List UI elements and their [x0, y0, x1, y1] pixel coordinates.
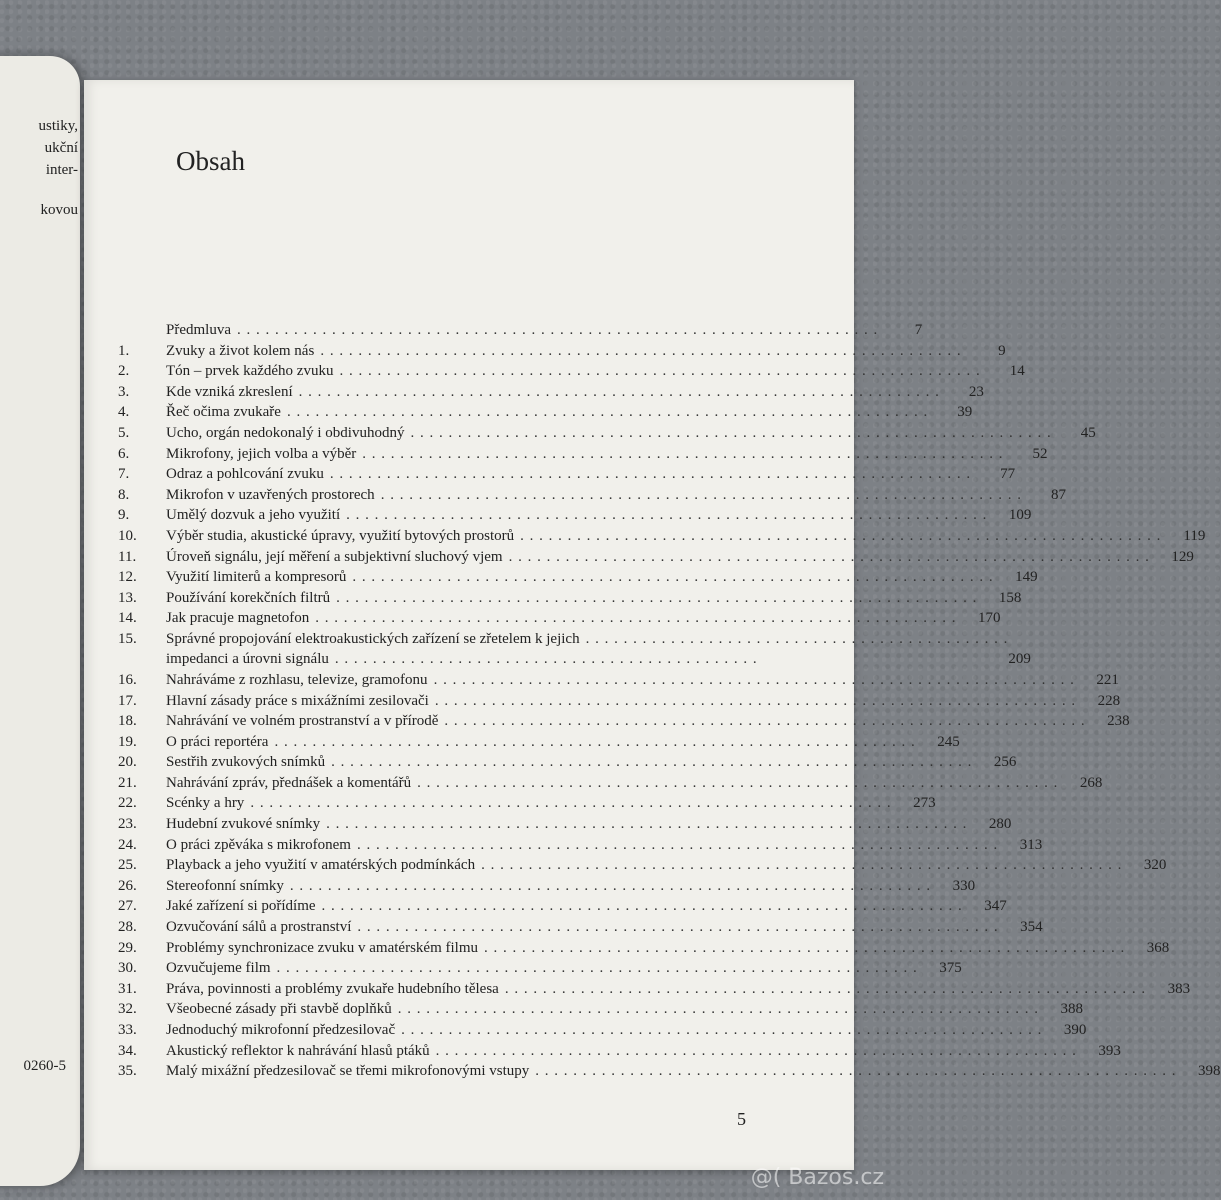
toc-entry-page: 228 — [1097, 692, 1121, 709]
toc-entry-title: Mikrofon v uzavřených prostorech . . . — [166, 485, 1022, 506]
toc-entry — [118, 835, 1043, 856]
toc-entry-title: Nahrávání ve volném prostranství a v přírodě . . . — [166, 711, 1086, 732]
toc-entry — [118, 876, 976, 897]
toc-entry-number: 14. — [118, 610, 137, 627]
toc-entry-page: 383 — [1167, 980, 1191, 997]
toc-entry-title: Malý mixážní předzesilovač se třemi mikrofonovými vstupy . . . — [166, 1061, 1177, 1082]
toc-entry-page: 238 — [1107, 713, 1130, 730]
book-page — [84, 80, 1221, 1170]
left-page-text: ustiky, — [38, 118, 78, 134]
left-page-text: kovou — [40, 202, 78, 218]
toc-entry-title: Sestřih zvukových snímků . . . — [166, 752, 972, 773]
toc-entry-page: 149 — [1015, 569, 1038, 586]
toc-entry-title: Hudební zvukové snímky . . . — [166, 814, 967, 835]
toc-entry-title: Práva, povinnosti a problémy zvukaře hudebního tělesa . . . — [166, 979, 1146, 1000]
toc-entry-title: O práci reportéra . . . — [166, 732, 916, 753]
toc-entry-title: Jak pracuje magnetofon . . . — [166, 608, 957, 629]
toc-entry-number: 19. — [118, 733, 137, 750]
toc-entry-page: 87 — [1050, 486, 1066, 503]
toc-entry-number: 30. — [118, 960, 137, 977]
toc-entry-number: 22. — [118, 795, 137, 812]
toc-entry — [118, 526, 1206, 547]
toc-entry — [118, 752, 1017, 773]
toc-entry-title-continued: impedanci a úrovni signálu . . . — [166, 649, 1008, 670]
toc-entry — [118, 711, 1130, 732]
toc-entry-number: 23. — [118, 816, 137, 833]
toc-entry-number: 13. — [118, 589, 137, 606]
page-title: Obsah — [176, 146, 245, 176]
toc-entry — [118, 855, 1167, 876]
toc-entry-number: 3. — [118, 383, 130, 400]
toc-entry — [118, 896, 1007, 917]
toc-entry-title: Problémy synchronizace zvuku v amatérském filmu . . . — [166, 938, 1125, 959]
toc-entry-title: Předmluva . . . — [166, 320, 878, 341]
toc-entry — [118, 361, 1025, 382]
toc-entry-number: 24. — [118, 836, 137, 853]
toc-entry — [118, 629, 1031, 670]
toc-entry-number: 10. — [118, 527, 137, 544]
toc-entry-number: 6. — [118, 445, 130, 462]
toc-entry-page: 388 — [1060, 1001, 1084, 1018]
toc-entry-page: 245 — [937, 733, 960, 750]
toc-entry-title: Nahráváme z rozhlasu, televize, gramofonu . . . — [166, 670, 1075, 691]
toc-entry-page: 280 — [988, 816, 1012, 833]
toc-entry-page: 268 — [1079, 774, 1103, 791]
toc-entry-page: 23 — [968, 383, 984, 400]
toc-entry-title: Jednoduchý mikrofonní předzesilovač . . . — [166, 1020, 1042, 1041]
toc-entry-page: 9 — [998, 342, 1006, 359]
toc-entry-title: Stereofonní snímky . . . — [166, 876, 931, 897]
toc-entry-number: 29. — [118, 939, 137, 956]
toc-entry — [118, 958, 962, 979]
toc-entry-page: 39 — [957, 404, 973, 421]
toc-entry-number: 12. — [118, 569, 137, 586]
toc-entry-number: 33. — [118, 1022, 137, 1038]
toc-entry — [118, 608, 1001, 629]
toc-entry-page: 393 — [1098, 1042, 1121, 1059]
toc-entry-page: 390 — [1063, 1022, 1087, 1038]
toc-entry-title: Playback a jeho využití v amatérských podmínkách . . . — [166, 855, 1122, 876]
toc-entry-number: 9. — [118, 507, 130, 524]
toc-entry — [118, 505, 1032, 526]
toc-entry-title: Úroveň signálu, její měření a subjektivní sluchový vjem . . . — [166, 547, 1150, 568]
toc-entry-page: 7 — [914, 322, 923, 338]
toc-entry-page: 221 — [1096, 671, 1119, 688]
toc-entry-title: Ucho, orgán nedokonalý i obdivuhodný . . . — [166, 423, 1052, 444]
toc-entry-number: 25. — [118, 857, 137, 874]
toc-entry — [118, 1020, 1087, 1041]
toc-entry-number: 35. — [118, 1063, 137, 1080]
toc-entry-number: 21. — [118, 774, 137, 791]
toc-entry — [118, 567, 1038, 588]
toc-entry-number: 1. — [118, 342, 130, 359]
toc-entry-title: O práci zpěváka s mikrofonem . . . — [166, 835, 998, 856]
toc-entry-title: Odraz a pohlcování zvuku . . . — [166, 464, 971, 485]
toc-entry — [118, 773, 1103, 794]
toc-entry-number: 8. — [118, 486, 130, 503]
toc-entry-page: 109 — [1008, 507, 1032, 524]
toc-entry-number: 11. — [118, 548, 137, 565]
toc-entry-page: 158 — [998, 589, 1022, 606]
toc-entry-page: 375 — [939, 960, 962, 977]
left-page-text: ukční — [44, 140, 78, 156]
toc-entry-number: 5. — [118, 424, 130, 441]
toc-entry-title: Hlavní zásady práce s mixážními zesilovači . . . — [166, 691, 1076, 712]
toc-entry-number: 16. — [118, 671, 137, 688]
toc-entry — [118, 917, 1043, 938]
toc-entry-number: 32. — [118, 1001, 137, 1018]
toc-entry-title: Používání korekčních filtrů . . . — [166, 588, 977, 609]
toc-entry-number: 31. — [118, 980, 137, 997]
toc-entry — [118, 547, 1194, 568]
toc-entry-page: 52 — [1032, 445, 1048, 462]
toc-entry-page: 45 — [1080, 424, 1096, 441]
toc-entry — [118, 999, 1084, 1020]
toc-entry-number: 28. — [118, 919, 137, 936]
left-page — [0, 56, 80, 1186]
toc-entry-title: Umělý dozvuk a jeho využití . . . — [166, 505, 987, 526]
toc-entry — [118, 320, 923, 341]
toc-entry-page: 14 — [1009, 363, 1025, 380]
toc-entry-page: 77 — [1000, 466, 1016, 483]
toc-entry — [118, 341, 1006, 362]
toc-entry-title: Akustický reflektor k nahrávání hlasů ptáků . . . — [166, 1041, 1077, 1062]
toc-entry — [118, 1041, 1121, 1062]
toc-entry-page: 129 — [1171, 548, 1194, 565]
left-page-text: inter- — [45, 162, 78, 178]
toc-entry — [118, 1061, 1221, 1082]
toc-entry-number: 15. — [118, 630, 137, 647]
toc-entry-title: Využití limiterů a kompresorů . . . — [166, 567, 994, 588]
toc-entry — [118, 588, 1022, 609]
toc-entry — [118, 938, 1170, 959]
toc-entry-page: 119 — [1183, 527, 1206, 544]
toc-entry-page: 330 — [952, 877, 976, 894]
toc-entry-page: 313 — [1019, 836, 1043, 853]
toc-entry — [118, 423, 1096, 444]
table-of-contents — [118, 320, 1221, 1082]
toc-entry-page: 368 — [1146, 939, 1170, 956]
toc-entry-number: 26. — [118, 877, 137, 894]
toc-entry-number: 17. — [118, 692, 137, 709]
toc-entry-title: Nahrávání zpráv, přednášek a komentářů . . . — [166, 773, 1058, 794]
toc-entry — [118, 402, 973, 423]
toc-entry-page: 209 — [1008, 651, 1031, 668]
toc-entry — [118, 814, 1012, 835]
toc-entry — [118, 793, 936, 814]
toc-entry-page: 273 — [913, 795, 936, 812]
toc-entry-page: 398 — [1198, 1063, 1221, 1080]
toc-entry-page: 320 — [1143, 857, 1167, 874]
toc-entry-title: Zvuky a život kolem nás . . . — [166, 341, 962, 362]
toc-entry — [118, 979, 1191, 1000]
toc-entry — [118, 464, 1016, 485]
toc-entry-title: Scénky a hry . . . — [166, 793, 892, 814]
toc-entry-title: Mikrofony, jejich volba a výběr . . . — [166, 444, 1003, 465]
toc-entry-title: Výběr studia, akustické úpravy, využití bytových prostorů . . . — [166, 526, 1161, 547]
toc-entry-number: 27. — [118, 898, 137, 915]
toc-entry-page: 170 — [978, 610, 1001, 627]
toc-entry-title: Řeč očima zvukaře . . . — [166, 402, 928, 423]
toc-entry — [118, 382, 984, 403]
toc-entry-title: Tón – prvek každého zvuku . . . — [166, 361, 981, 382]
left-page-text: 0260-5 — [23, 1058, 66, 1074]
toc-entry-title: Ozvučujeme film . . . — [166, 958, 918, 979]
toc-entry-title: Všeobecné zásady při stavbě doplňků . . . — [166, 999, 1039, 1020]
toc-entry-title: Ozvučování sálů a prostranství . . . — [166, 917, 999, 938]
toc-entry-page: 354 — [1020, 919, 1043, 936]
toc-entry-title: Jaké zařízení si pořídíme . . . — [166, 896, 963, 917]
toc-entry — [118, 732, 960, 753]
toc-entry — [118, 485, 1066, 506]
toc-entry-page: 347 — [984, 898, 1007, 915]
toc-entry-number: 34. — [118, 1042, 137, 1059]
toc-entry-number: 18. — [118, 713, 137, 730]
toc-entry-number: 2. — [118, 363, 130, 380]
toc-entry-number: 20. — [118, 754, 137, 771]
toc-entry-title: Kde vzniká zkreslení . . . — [166, 382, 940, 403]
toc-entry — [118, 444, 1048, 465]
toc-entry — [118, 691, 1121, 712]
toc-entry — [118, 670, 1119, 691]
toc-entry-title: Správné propojování elektroakustických zařízení se zřetelem k jejich . . . — [166, 629, 1008, 650]
toc-entry-number: 7. — [118, 466, 130, 483]
toc-entry-page: 256 — [993, 754, 1017, 771]
watermark: @( Bazos.cz — [750, 1165, 884, 1190]
page-number: 5 — [737, 1109, 746, 1129]
toc-entry-number: 4. — [118, 404, 130, 421]
